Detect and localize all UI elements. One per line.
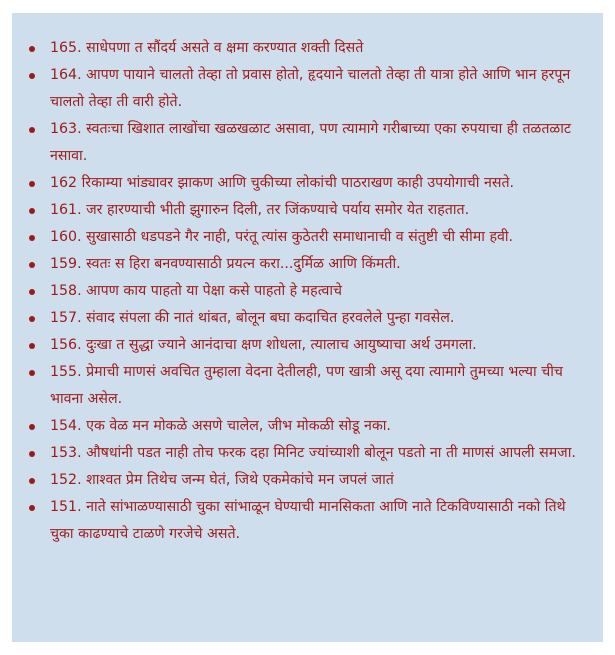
list-item: [42, 359, 581, 413]
list-item: [42, 62, 581, 116]
quote-text: 156. दुःखा त सुद्धा ज्याने आनंदाचा क्षण शोधला, त्यालाच आयुष्याचा अर्थ उमगला.: [50, 337, 477, 353]
list-item: [42, 35, 581, 62]
bullet-icon: [29, 46, 35, 52]
list-item: [42, 440, 581, 467]
list-item: [42, 278, 581, 305]
quote-text: 159. स्वतः स हिरा बनवण्यासाठी प्रयत्न करा...दुर्मिळ आणि किंमती.: [50, 256, 401, 272]
quote-text: 164. आपण पायाने चालतो तेव्हा तो प्रवास होतो, हृदयाने चालतो तेव्हा ती यात्रा होते आणि भान हरपून चालतो तेव्हा ती वारी होते.: [50, 67, 571, 110]
bullet-icon: [29, 370, 35, 376]
list-item: [42, 224, 581, 251]
bullet-icon: [29, 127, 35, 133]
bullet-icon: [29, 208, 35, 214]
list-item: [42, 467, 581, 494]
bullet-icon: [29, 424, 35, 430]
list-item: [42, 413, 581, 440]
bullet-icon: [29, 73, 35, 79]
bullet-icon: [29, 316, 35, 322]
quote-text: 154. एक वेळ मन मोकळे असणे चालेल, जीभ मोकळी सोडू नका.: [50, 418, 391, 434]
quote-text: 163. स्वतःचा खिशात लाखोंचा खळखळाट असावा, पण त्यामागे गरीबाच्या एका रुपयाचा ही तळतळाट नसावा.: [50, 121, 572, 164]
quote-text: 152. शाश्वत प्रेम तिथेच जन्म घेतं, जिथे एकमेकांचे मन जपलं जातं: [50, 472, 394, 488]
bullet-icon: [29, 451, 35, 457]
list-item: [42, 116, 581, 170]
quote-text: 157. संवाद संपला की नातं थांबत, बोलून बघा कदाचित हरवलेले पुन्हा गवसेल.: [50, 310, 455, 326]
list-item: [42, 332, 581, 359]
quote-text: 158. आपण काय पाहतो या पेक्षा कसे पाहतो हे महत्वाचे: [50, 283, 343, 299]
bullet-icon: [29, 262, 35, 268]
quote-text: 155. प्रेमाची माणसं अवचित तुम्हाला वेदना देतीलही, पण खात्री असू दया त्यामागे तुमच्या भल्या चीच भावना असेल.: [50, 364, 563, 407]
bullet-icon: [29, 478, 35, 484]
quote-text: 153. औषधांनी पडत नाही तोच फरक दहा मिनिट ज्यांच्याशी बोलून पडतो ना ती माणसं आपली समजा.: [50, 445, 576, 461]
list-item: [42, 251, 581, 278]
bullet-icon: [29, 505, 35, 511]
list-item: [42, 170, 581, 197]
quote-text: 160. सुखासाठी धडपडने गैर नाही, परंतू त्यांस कुठेतरी समाधानाची व संतुष्टी ची सीमा हवी.: [50, 229, 514, 245]
bullet-icon: [29, 343, 35, 349]
quotes-panel: [12, 13, 603, 642]
list-item: [42, 494, 581, 548]
quotes-list: [12, 13, 603, 548]
bullet-icon: [29, 235, 35, 241]
quote-text: 165. साधेपणा त सौंदर्य असते व क्षमा करण्यात शक्ती दिसते: [50, 40, 364, 56]
quote-text: 151. नाते सांभाळण्यासाठी चुका सांभाळून घेण्याची मानसिकता आणि नाते टिकविण्यासाठी नको तिथे चुका काढण्याचे टाळणे गरजेचे असते.: [50, 499, 566, 542]
list-item: [42, 305, 581, 332]
bullet-icon: [29, 181, 35, 187]
quote-text: 162 रिकाम्या भांड्यावर झाकण आणि चुकीच्या लोकांची पाठराखण काही उपयोगाची नसते.: [50, 175, 515, 191]
quote-text: 161. जर हारण्याची भीती झुगारुन दिली, तर जिंकण्याचे पर्याय समोर येत राहतात.: [50, 202, 470, 218]
list-item: [42, 197, 581, 224]
bullet-icon: [29, 289, 35, 295]
